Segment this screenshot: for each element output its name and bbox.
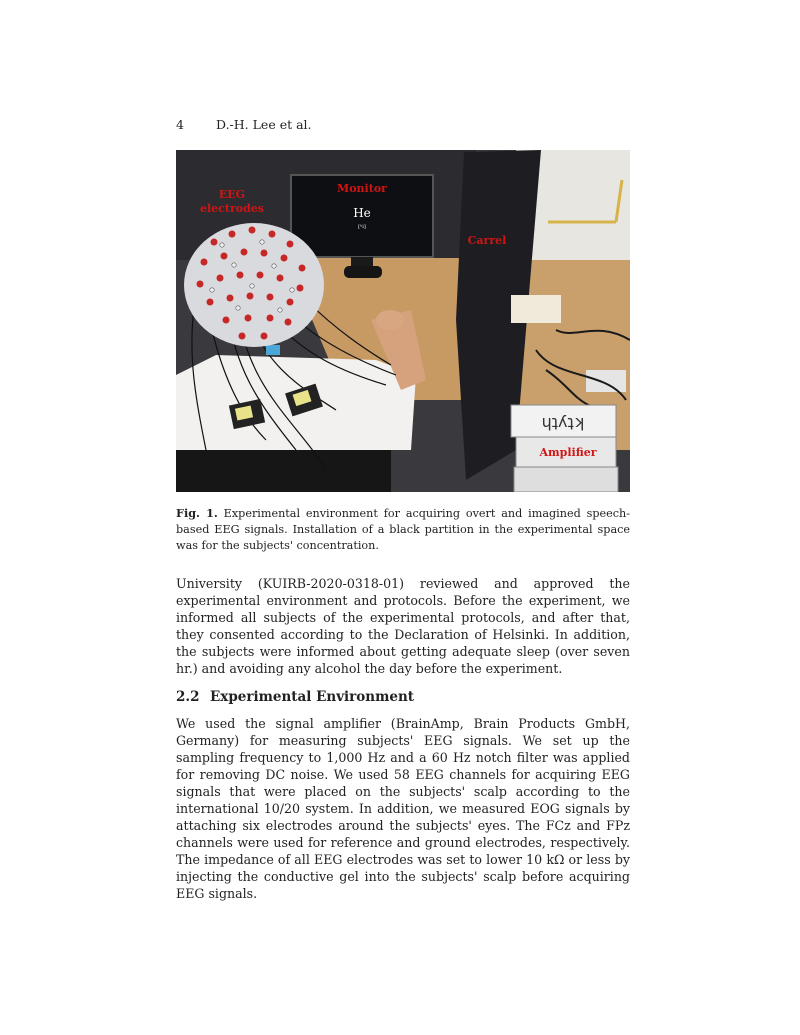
monitor-stand xyxy=(344,266,382,278)
screen-phonetic: [ʰi] xyxy=(358,224,366,230)
running-header xyxy=(176,117,312,132)
label-eeg-line2: electrodes xyxy=(200,202,264,215)
body-paragraph-2: We used the signal amplifier (BrainAmp, Brain Products GmbH, Germany) for measuring subjects' EEG signals. We set up the sampling frequency to 1,000 Hz and a 60 Hz notch filter was applied for removing DC noise. We used 58 EEG channels for acquiring EEG signals that were placed on the subjects' scalp according to the international 10/20 system. In addition, we measured EOG signals by attaching six electrodes around the subjects' eyes. The FCz and FPz channels were used for reference and ground electrodes, respectively. The impedance of all EEG electrodes was set to lower 10 kΩ or less by injecting the conductive gel into the subjects' scalp before acquiring EEG signals. xyxy=(176,716,630,901)
splitter-box xyxy=(266,345,280,355)
screen-word: He xyxy=(353,206,371,220)
label-amplifier: Amplifier xyxy=(539,446,597,459)
amplifier-brand: ɥʇʎʇʞ xyxy=(541,412,585,431)
figure-photo xyxy=(176,150,630,492)
section-heading xyxy=(176,689,414,705)
page-number: 4 xyxy=(176,117,184,132)
caption-prefix: Fig. 1. xyxy=(176,506,218,520)
amplifier-bottom xyxy=(514,467,618,492)
section-title: Experimental Environment xyxy=(210,689,415,705)
power-strip xyxy=(586,370,626,392)
label-eeg-line1: EEG xyxy=(218,188,246,201)
figure-caption xyxy=(176,505,630,554)
section-number: 2.2 xyxy=(176,689,200,705)
label-carrel: Carrel xyxy=(467,234,507,247)
body-paragraph-1: University (KUIRB-2020-0318-01) reviewed and approved the experimental environment and protocols. Before the experiment, we informed all subjects of the experimental protocols, and after that, they consented according to the Declaration of Helsinki. In addition, the subjects were informed about getting adequate sleep (over seven hr.) and avoiding any alcohol the day before the experiment. xyxy=(176,576,630,676)
experiment-photo xyxy=(176,150,630,492)
running-authors: D.-H. Lee et al. xyxy=(216,117,312,132)
cable-box xyxy=(511,295,561,323)
caption-text: Experimental environment for acquiring overt and imagined speech-based EEG signals. Installation of a black partition in the experimental space was for the subjects' concentration. xyxy=(176,507,631,552)
label-monitor: Monitor xyxy=(337,182,387,195)
